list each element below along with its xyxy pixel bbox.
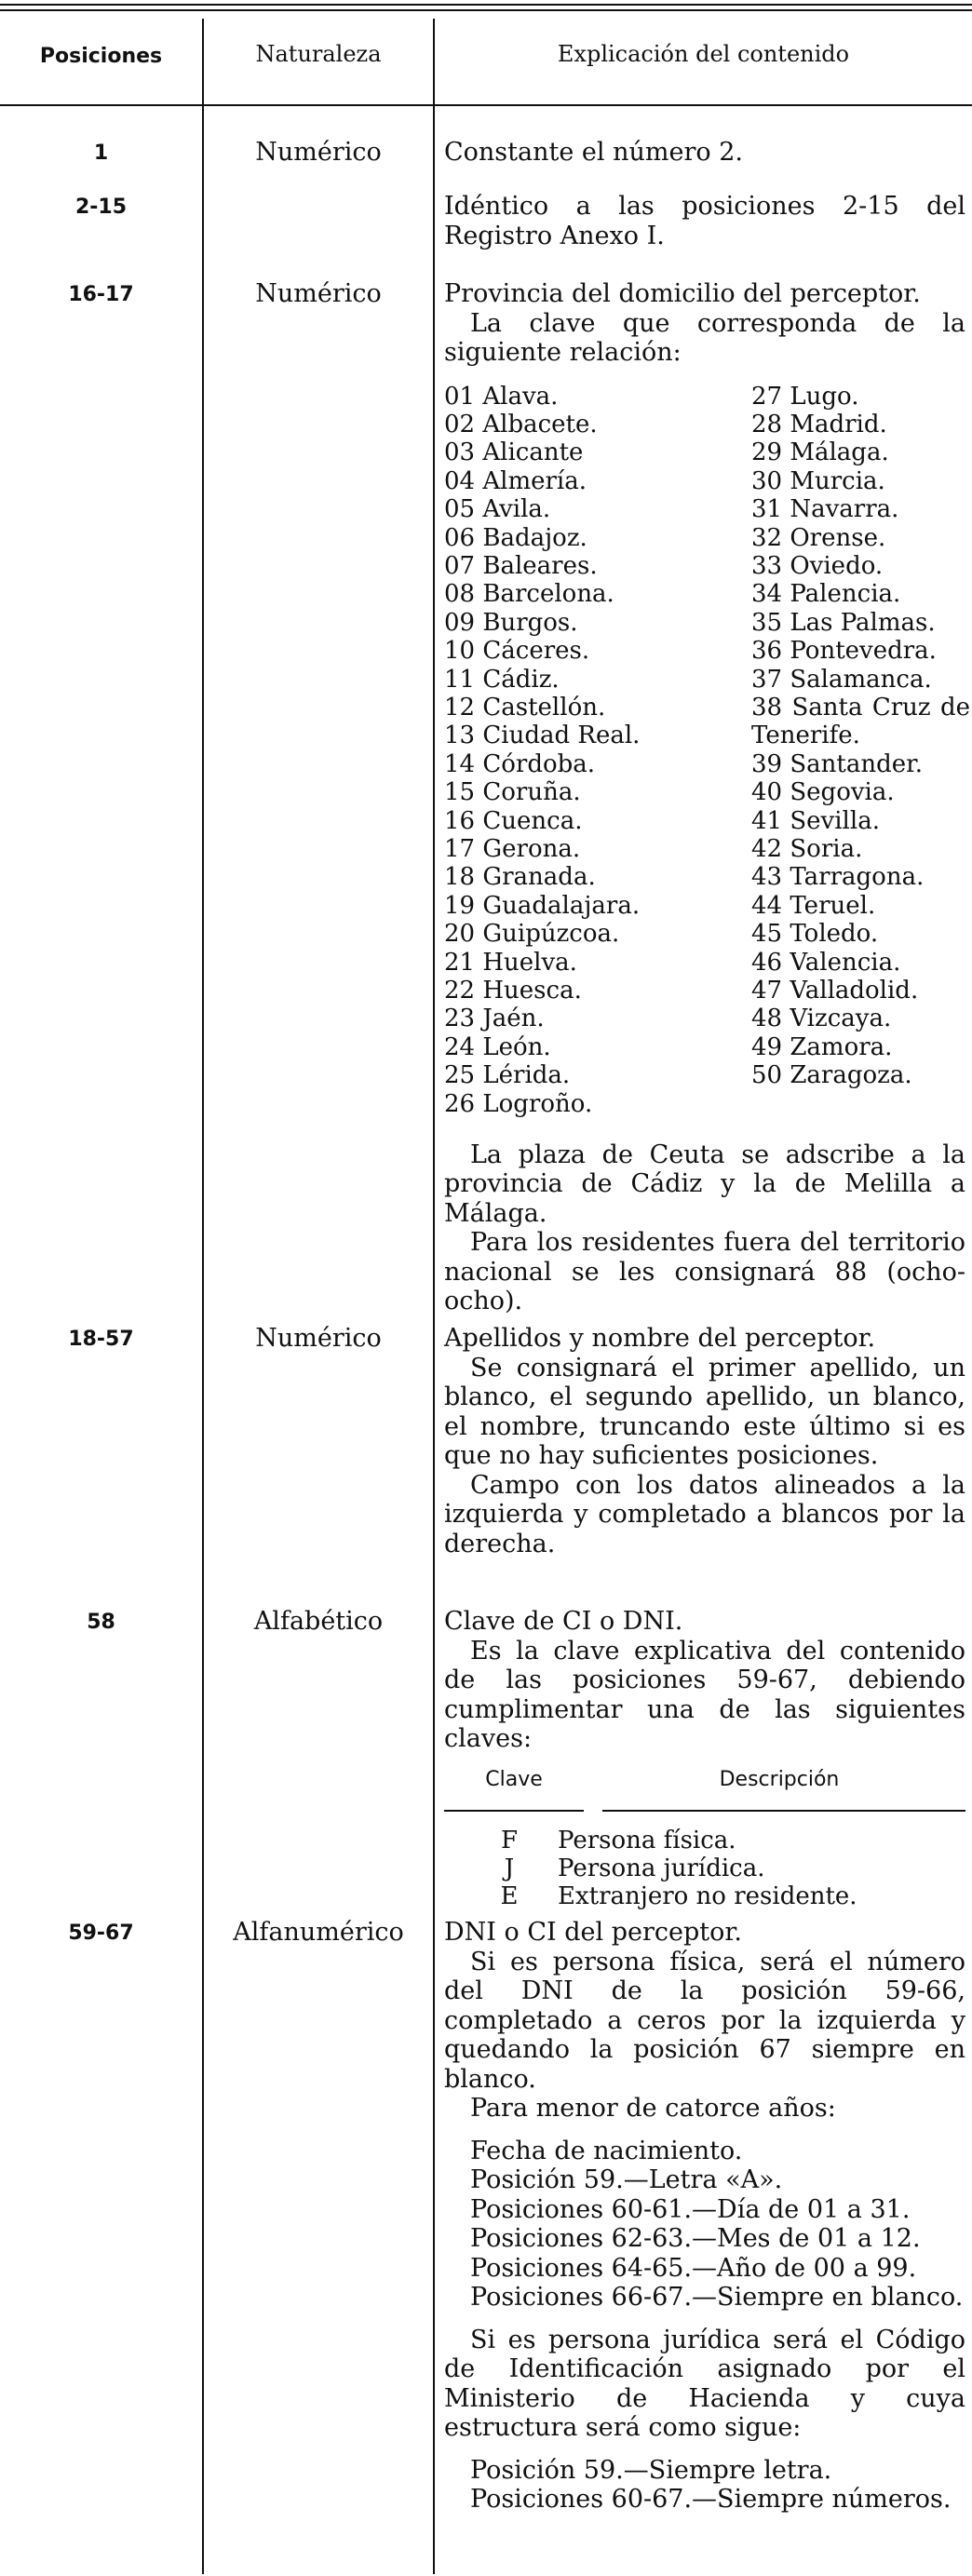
provincia-code: 26 (444, 1089, 476, 1118)
exp-line: Fecha de nacimiento. (470, 2136, 743, 2165)
provincia-name: Cádiz. (482, 665, 560, 694)
exp-line: La clave que corresponda de la siguiente relación: (444, 308, 965, 367)
provincia-code: 04 (444, 466, 476, 495)
provincia-item (444, 1033, 751, 1061)
provincia-code: 17 (444, 835, 476, 863)
provincia-item (751, 1061, 970, 1089)
top-double-rule-2 (0, 9, 972, 11)
provincia-item (751, 438, 970, 466)
provincia-code: 02 (444, 410, 476, 438)
row-posiciones: 18-57 (68, 1328, 134, 1351)
row-explicacion (444, 1918, 965, 2515)
exp-line: La plaza de Ceuta se adscribe a la provincia de Cádiz y la de Melilla a Málaga. (444, 1140, 965, 1228)
provincia-item (751, 750, 970, 778)
exp-line: Posiciones 62-63.—Mes de 01 a 12. (470, 2224, 921, 2253)
provincia-name: Cuenca. (482, 806, 583, 835)
provincia-name: Guadalajara. (482, 891, 641, 920)
provincia-code: 25 (444, 1061, 476, 1090)
provincia-name: Barcelona. (482, 580, 614, 609)
provincia-name: Alicante (482, 438, 584, 467)
provincias-list (444, 382, 970, 1127)
provincia-item (444, 552, 751, 580)
provincia-name: Vizcaya. (790, 1005, 892, 1033)
provincia-code: 29 (751, 438, 783, 467)
provincia-item (444, 892, 751, 920)
provincia-item (751, 949, 970, 977)
provincia-item (751, 411, 970, 438)
provincias-column-1 (444, 383, 751, 1119)
provincia-name: Málaga. (790, 438, 889, 467)
provincia-item (751, 892, 970, 920)
provincia-code: 22 (444, 977, 476, 1005)
provincia-name: Jaén. (482, 1005, 545, 1033)
provincia-item (444, 411, 751, 438)
row-naturaleza: Numérico (255, 279, 382, 308)
top-double-rule-1 (0, 4, 972, 6)
claves-header-clave: Clave (485, 1767, 543, 1791)
provincia-code: 13 (444, 722, 476, 750)
provincia-code: 09 (444, 608, 476, 637)
provincia-code: 11 (444, 665, 476, 694)
provincia-code: 42 (751, 835, 783, 863)
claves-table (444, 1765, 965, 1942)
provincia-item (444, 694, 751, 722)
row-explicacion (444, 1324, 965, 1558)
provincia-name: Coruña. (482, 778, 581, 807)
provincia-item (751, 835, 970, 863)
provincia-code: 01 (444, 382, 476, 411)
exp-line: Apellidos y nombre del perceptor. (444, 1324, 876, 1353)
row-naturaleza: Numérico (255, 1324, 382, 1353)
provincia-item (444, 977, 751, 1005)
provincia-name: Córdoba. (482, 749, 596, 778)
provincia-code: 12 (444, 693, 476, 722)
provincia-item (444, 438, 751, 466)
row-explicacion (444, 138, 965, 168)
provincia-name: Guipúzcoa. (482, 920, 620, 949)
provincia-name: Lérida. (482, 1061, 571, 1090)
provincia-name: Soria. (790, 835, 863, 863)
exp-line: Es la clave explicativa del contenido de las posiciones 59-67, debiendo cumplimentar una de las siguientes claves: (444, 1636, 965, 1753)
provincia-name: Alava. (482, 382, 559, 411)
provincia-code: 27 (751, 382, 783, 411)
provincia-item (444, 863, 751, 891)
provincia-item (444, 920, 751, 948)
provincia-name: Baleares. (482, 551, 598, 580)
provincia-name: Tarragona. (790, 863, 925, 892)
exp-line: Campo con los datos alineados a la izquierda y completado a blancos por la derecha. (444, 1470, 965, 1558)
provincia-name: Burgos. (482, 608, 578, 637)
provincia-name: Castellón. (482, 693, 606, 722)
provincia-item (444, 750, 751, 778)
provincia-code: 37 (751, 665, 783, 694)
provincia-name: Oviedo. (790, 551, 884, 580)
provincia-name: Avila. (482, 495, 551, 524)
provincia-name: Santa Cruz de Tenerife. (751, 693, 970, 750)
provincia-name: Logroño. (482, 1089, 593, 1118)
provincia-item (444, 383, 751, 411)
provincia-item (444, 835, 751, 863)
provincia-code: 20 (444, 920, 476, 949)
provincias-column-2 (751, 383, 970, 1090)
clave-code: E (500, 1881, 519, 1910)
provincia-code: 21 (444, 948, 476, 977)
provincia-item (751, 524, 970, 552)
provincia-code: 05 (444, 495, 476, 524)
exp-line: Se consignará el primer apellido, un blanco, el segundo apellido, un blanco, el nombre, truncando este último si es que no hay suficientes posiciones. (444, 1353, 965, 1470)
provincia-item (751, 863, 970, 891)
provincia-name: Madrid. (790, 410, 887, 438)
provincia-item (751, 694, 970, 750)
provincia-code: 06 (444, 523, 476, 552)
provincia-item (751, 609, 970, 637)
provincia-item (444, 637, 751, 665)
row-explicacion (444, 192, 965, 250)
row-posiciones: 58 (87, 1611, 115, 1634)
provincia-code: 10 (444, 637, 476, 666)
row-posiciones: 2-15 (74, 196, 128, 219)
provincia-code: 47 (751, 977, 783, 1005)
header-rule (0, 104, 972, 106)
provincia-code: 07 (444, 551, 476, 580)
exp-line: Posición 59.—Siempre letra. (470, 2455, 832, 2485)
provincia-name: Zaragoza. (790, 1061, 912, 1090)
row-naturaleza: Numérico (255, 138, 382, 167)
provincia-item (444, 524, 751, 552)
row-posiciones: 1 (93, 142, 109, 165)
provincia-name: Huelva. (482, 948, 577, 977)
provincia-name: Ciudad Real. (482, 722, 641, 750)
provincia-code: 50 (751, 1061, 783, 1090)
clave-desc: Extranjero no residente. (558, 1881, 857, 1910)
provincia-name: León. (482, 1032, 551, 1061)
provincia-name: Orense. (790, 523, 886, 552)
row-posiciones: 16-17 (68, 283, 134, 306)
provincia-code: 08 (444, 580, 476, 609)
provincia-name: Valencia. (790, 948, 901, 977)
provincia-code: 43 (751, 863, 783, 892)
provincia-name: Navarra. (790, 495, 899, 524)
provincia-code: 28 (751, 410, 783, 438)
exp-line: Si es persona jurídica será el Código de Identificación asignado por el Ministerio de Hacienda y cuya estructura será como sigue: (444, 2325, 965, 2442)
provincia-item (751, 1005, 970, 1032)
provincia-code: 33 (751, 551, 783, 580)
row-naturaleza: Alfabético (253, 1607, 384, 1636)
header-naturaleza: Naturaleza (255, 41, 382, 67)
exp-line: Si es persona física, será el número del DNI de la posición 59-66, completado a ceros por la izquierda y quedando la posición 67 siempre en blanco. (444, 1947, 965, 2094)
provincia-item (444, 580, 751, 608)
provincia-item (444, 1005, 751, 1032)
provincia-name: Badajoz. (482, 523, 587, 552)
provincia-code: 39 (751, 749, 783, 778)
exp-line: DNI o CI del perceptor. (444, 1918, 742, 1947)
exp-line: Posición 59.—Letra «A». (470, 2165, 783, 2194)
provincia-name: Palencia. (790, 580, 901, 609)
provincia-code: 48 (751, 1005, 783, 1033)
provincia-item (751, 637, 970, 665)
provincia-item (751, 383, 970, 411)
claves-rule (602, 1810, 965, 1812)
provincia-name: Santander. (790, 749, 923, 778)
provincia-name: Sevilla. (790, 806, 880, 835)
provincia-name: Gerona. (482, 835, 581, 863)
provincia-item (444, 467, 751, 495)
claves-header-descripcion: Descripción (719, 1767, 840, 1791)
provincia-item (444, 778, 751, 806)
provincia-code: 45 (751, 920, 783, 949)
row-naturaleza: Alfanumérico (233, 1918, 404, 1947)
provincia-code: 40 (751, 778, 783, 807)
clave-code: F (500, 1826, 519, 1854)
row-posiciones: 59-67 (68, 1922, 134, 1945)
header-posiciones: Posiciones (39, 45, 163, 68)
provincia-name: Teruel. (790, 891, 876, 920)
provincia-item (444, 807, 751, 835)
provincia-name: Valladolid. (790, 977, 919, 1005)
provincia-code: 35 (751, 608, 783, 637)
provincia-name: Lugo. (790, 382, 859, 411)
exp-line: Posiciones 66-67.—Siempre en blanco. (470, 2283, 964, 2312)
claves-rule (444, 1810, 584, 1812)
provincia-code: 03 (444, 438, 476, 467)
exp-line: Provincia del domicilio del perceptor. (444, 279, 921, 308)
provincia-item (751, 807, 970, 835)
provincia-name: Cáceres. (482, 637, 590, 666)
provincia-item (751, 580, 970, 608)
provincia-item (751, 1033, 970, 1061)
provincia-item (751, 666, 970, 694)
provincia-item (751, 977, 970, 1005)
provincia-name: Zamora. (790, 1032, 893, 1061)
column-divider-1 (202, 19, 204, 2574)
provincia-name: Las Palmas. (790, 608, 936, 637)
provincia-name: Almería. (482, 466, 587, 495)
exp-line: Posiciones 64-65.—Año de 00 a 99. (470, 2253, 917, 2283)
header-explicacion: Explicación del contenido (557, 41, 850, 67)
provincia-code: 49 (751, 1032, 783, 1061)
provincia-name: Huesca. (482, 977, 582, 1005)
row-explicacion (444, 1607, 965, 1942)
provincia-name: Murcia. (790, 466, 885, 495)
provincia-item (444, 666, 751, 694)
exp-line: Posiciones 60-67.—Siempre números. (470, 2485, 952, 2514)
provincia-code: 38 (751, 693, 783, 722)
provincia-code: 30 (751, 466, 783, 495)
provincia-code: 31 (751, 495, 783, 524)
provincia-name: Segovia. (790, 778, 895, 807)
clave-code: J (504, 1854, 515, 1882)
provincia-item (751, 778, 970, 806)
provincia-code: 16 (444, 806, 476, 835)
exp-line: Para menor de catorce años: (470, 2094, 836, 2123)
provincia-code: 36 (751, 637, 783, 666)
provincia-code: 34 (751, 580, 783, 609)
provincia-name: Toledo. (790, 920, 879, 949)
provincia-code: 44 (751, 891, 783, 920)
provincia-name: Pontevedra. (790, 637, 937, 666)
provincia-name: Granada. (482, 863, 596, 892)
exp-line: Constante el número 2. (444, 138, 743, 167)
provincia-item (444, 1090, 751, 1118)
clave-desc: Persona física. (558, 1826, 736, 1854)
exp-line: Clave de CI o DNI. (444, 1607, 683, 1636)
provincia-code: 19 (444, 891, 476, 920)
provincia-item (444, 949, 751, 977)
exp-line: Posiciones 60-61.—Día de 01 a 31. (470, 2194, 911, 2224)
provincia-name: Albacete. (482, 410, 598, 438)
column-divider-2 (433, 19, 435, 2574)
provincia-item (444, 722, 751, 749)
exp-line: Idéntico a las posiciones 2-15 del Registro Anexo I. (444, 192, 965, 250)
provincia-name: Salamanca. (790, 665, 932, 694)
provincia-code: 24 (444, 1032, 476, 1061)
row-explicacion (444, 279, 970, 1316)
provincia-item (751, 495, 970, 523)
provincia-item (751, 920, 970, 948)
provincia-code: 32 (751, 523, 783, 552)
provincia-code: 18 (444, 863, 476, 892)
provincia-item (751, 467, 970, 495)
provincia-item (444, 1061, 751, 1089)
provincia-code: 23 (444, 1005, 476, 1033)
provincia-item (444, 609, 751, 637)
provincia-code: 46 (751, 948, 783, 977)
provincia-code: 41 (751, 806, 783, 835)
provincia-item (444, 495, 751, 523)
exp-line: Para los residentes fuera del territorio nacional se les consignará 88 (ocho-ocho). (444, 1228, 965, 1315)
provincia-code: 14 (444, 749, 476, 778)
clave-desc: Persona jurídica. (558, 1854, 765, 1882)
provincia-item (751, 552, 970, 580)
provincia-code: 15 (444, 778, 476, 807)
